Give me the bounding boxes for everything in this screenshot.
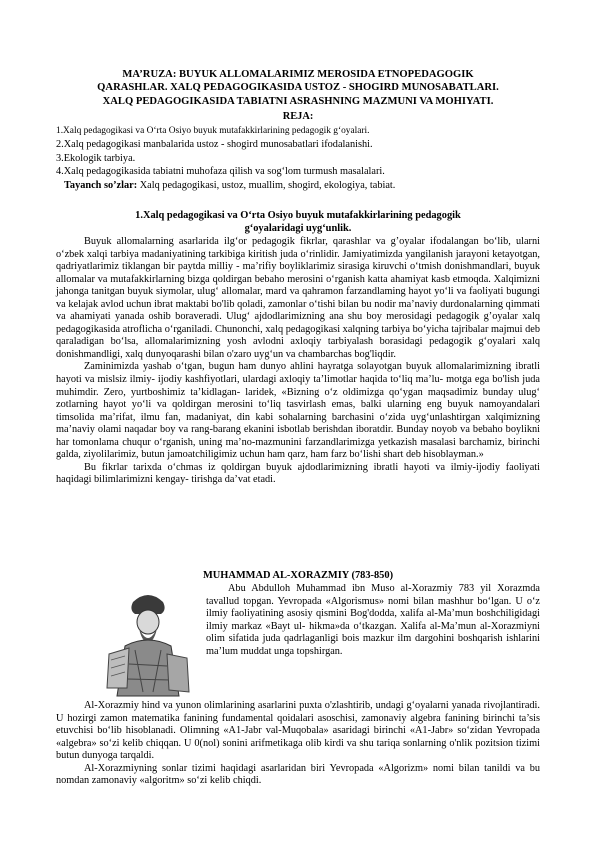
lecture-title bbox=[56, 68, 540, 108]
plan-item-3: 3.Ekologik tarbiya. bbox=[56, 153, 136, 164]
xorazmiy-intro bbox=[206, 583, 540, 658]
xorazmiy-portrait bbox=[105, 584, 191, 700]
paragraph-6: Al-Xorazmiyning sonlar tizimi haqidagi asarlaridan biri Yevropada «Algorizm» nomi bilan tanildi va bu nomdan zamonaviy «algoritm» so‘zi kelib chiqdi. bbox=[56, 762, 540, 787]
keywords-line bbox=[64, 180, 395, 191]
paragraph-1: Buyuk allomalarning asarlarida ilg‘or pedagogik fikrlar, qarashlar va g’oyalar ifodalangan bo‘lib, ularni o‘zbek xalqi tarbiya madaniyatining tarkibiga kiritish juda o‘rinlidir. Jamiyatimizda yangilanish jarayoni ketayotgan, qadriyatlarimiz tiklangan bir paytda milliy - ma’rifiy boyliklarimiz sirasiga kiruvchi o‘tmish donishmandlari, buyuk allomalar va mutafakkirlarning bizga qoldirgan bebaho merosini o‘rganish katta ahamiyat kasb etmoqda. Xalqimizni jahonga tanitgan buyuk siymolar, ulug‘ allomalar, mard va qahramon farzandlaming hayot yo‘li va faoliyati bugungi va kelajak avlod uchun ibrat maktabi bo'lib qoladi, zamonlar o‘tishi bilan bu nodir ma’naviy durdonalarning qimmati va ahamiyati yanada oshib boraveradi. Ulug‘ ajdodlarimizning ana shu boy merosidagi pedagogik g’oyalar xalq pedagogikasida atroflicha o‘rganiladi. Chunonchi, xalq pedagogikasi xalqning tarbiya bo‘yicha tajribalar majmui deb qaraladigan bo‘lsa, allomalarimizning yosh avlodni axloqiy tarbiyalash borasidagi pedagogik g‘oyalari xalq donishmandligi, xalq dunyoqarashi bilan o'zaro uyg‘un va chambarchas bog'liqdir. bbox=[56, 236, 540, 360]
plan-item-4: 4.Xalq pedagogikasida tabiatni muhofaza qilish va sog‘lom turmush masalalari. bbox=[56, 166, 385, 177]
title-line-2: QARASHLAR. XALQ PEDAGOGIKASIDA USTOZ - SHOGIRD MUNOSABATLARI. bbox=[97, 82, 499, 94]
keywords-text: Xalq pedagogikasi, ustoz, muallim, shogird, ekologiya, tabiat. bbox=[137, 180, 396, 191]
keywords-label: Tayanch so’zlar: bbox=[64, 180, 138, 191]
paragraph-2: Zaminimizda yashab o‘tgan, bugun ham dunyo ahlini hayratga solayotgan buyuk allomalarimizning ibratli hayoti va mislsiz ilmiy- ijodiy kashfiyotlari, ulardagi axloqiy ta’limotlar haqida to‘liq ma’lu- motga ega bo'lish juda muhimdir. Zero, yurtboshimiz ta’kidlagan- laridek, «Bizning o‘z oldimizga qo‘ygan maqsadimiz bunday ulug‘ zotlarning hayot yo‘li va qoldirgan merosini to‘liq tasvirlash emas, balki ularning eng buyuk namoyandalari timsolida ma’rifat, ilmu fan, madaniyat, din kabi sohalarning barchasini o‘zida uyg‘unlashtirgan xalqimizning ma’naviy olami naqadar boy va rang-barang ekanini isbotlab berishdan iboratdir. Bunday noyob va bebaho boylikni har tomonlama chuqur o‘rganish, uning ma’no-mazmunini farzandlarimizga yetkazish masalasi barchamiz, birinchi galda, ziyolilarimiz, butun jamoatchiligimiz uchun ham qarz, ham farz bo‘lishi shart deb hisoblayman.» bbox=[56, 361, 540, 461]
paragraph-4: Abu Abdulloh Muhammad ibn Muso al-Xorazmiy 783 yil Xorazmda tavallud topgan. Yevropada «Algorismus» nomi bilan mashhur bo‘lgan. U o‘z ilmiy faoliyatining asosiy qismini Bog'dodda, xalifa al-Ma’mun boshchiligidagi ilmiy markaz «Bayt ul- hikma»da o‘tkazgan. Xalifa al-Ma’mun al-Xorazmiyni olim sifatida juda qadrlaganligi bois mazkur ilm dargohini boshqarish ishlarini ma’lum muddat unga topshirgan. bbox=[206, 583, 540, 657]
section-1-heading bbox=[56, 210, 540, 235]
plan-item-1: 1.Xalq pedagogikasi va O‘rta Osiyo buyuk mutafakkirlarining pedagogik g‘oyalari. bbox=[56, 126, 370, 136]
xorazmiy-heading: MUHAMMAD AL-XORAZMIY (783-850) bbox=[202, 570, 394, 581]
plan-heading: REJA: bbox=[282, 111, 314, 122]
plan-item-2: 2.Xalq pedagogikasi manbalarida ustoz - shogird munosabatlari ifodalanishi. bbox=[56, 139, 373, 150]
title-line-1: MA’RUZA: BUYUK ALLOMALARIMIZ MEROSIDA ETNOPEDAGOGIK bbox=[122, 69, 474, 80]
section-1-line-1: 1.Xalq pedagogikasi va O‘rta Osiyo buyuk mutafakkirlarining pedagogik bbox=[135, 210, 461, 221]
title-line-3: XALQ PEDAGOGIKASIDA TABIATNI ASRASHNING MAZMUNI VA MOHIYATI. bbox=[102, 95, 494, 107]
section-1-line-2: g‘oyalaridagi uyg‘unlik. bbox=[244, 222, 352, 234]
paragraph-5: Al-Xorazmiy hind va yunon olimlarining asarlarini puxta o'zlashtirib, undagi g‘oyalarni yanada rivojlantiradi. U hozirgi zamon matematika fanining fundamental qoidalari asoschisi, zamonaviy algebra fanining birinchi ta’sis etuvchisi bo‘lib hisoblanadi. Olimning «A1-Jabr val-Muqobala» asaridagi birinchi «A1-Jabr» so‘zidan Yevropada «algebra» so‘zi kelib chiqqan. U 0(nol) sonini arifmetikaga olib kirdi va shu tariqa sonlarning o'nlik pozitsion tizimi butun dunyoga tarqaldi. bbox=[56, 700, 540, 762]
body-text-bottom bbox=[56, 700, 540, 788]
body-text bbox=[56, 236, 540, 487]
paragraph-3: Bu fikrlar tarixda o‘chmas iz qoldirgan buyuk ajdodlarimizning ibratli hayoti va ilmiy-ijodiy faoliyati haqidagi bilimlarimizni kengay- tirishga da’vat etadi. bbox=[56, 461, 540, 486]
